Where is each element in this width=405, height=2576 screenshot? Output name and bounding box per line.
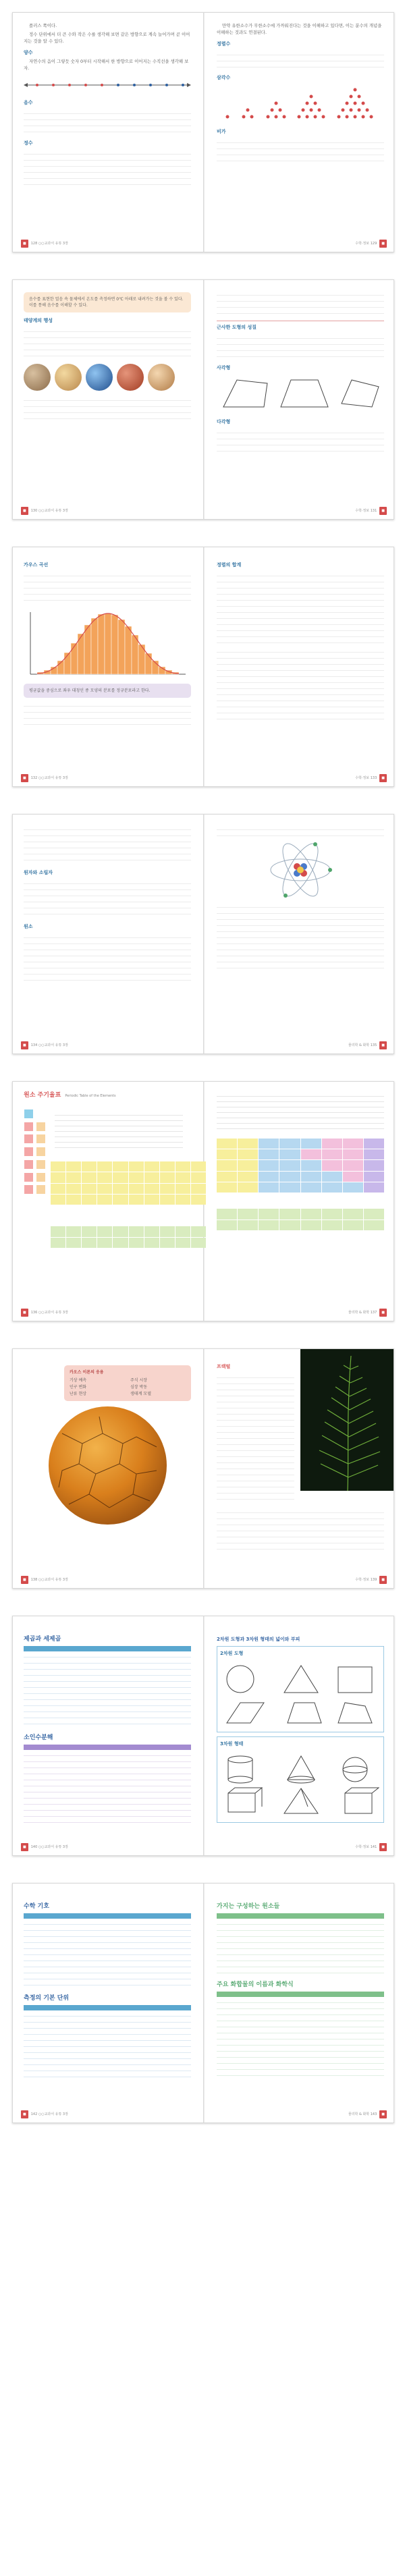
callout-box — [64, 1365, 191, 1401]
element-grid-right — [217, 1139, 384, 1193]
page-left — [13, 1349, 202, 1588]
spread-1 — [12, 12, 394, 252]
footer-text: 물리학 & 화학 143 — [348, 2112, 377, 2116]
legend-box — [55, 1110, 183, 1151]
paragraph — [217, 902, 384, 969]
footer-text: 140 ○○교과서 유튜 3장 — [30, 1845, 68, 1849]
gutter — [203, 1616, 205, 1855]
element-grid-left — [24, 1102, 191, 1284]
quadrilaterals-diagram — [217, 373, 384, 414]
cracked-sphere-image — [49, 1406, 167, 1525]
page-right — [206, 1616, 394, 1855]
page-left — [13, 815, 202, 1053]
page-number: ■ — [21, 774, 28, 782]
paragraph — [217, 137, 384, 164]
page-left — [13, 547, 202, 786]
paragraph — [217, 824, 384, 838]
page-footer — [355, 1843, 387, 1851]
paragraph — [217, 290, 384, 317]
compounds-table — [217, 1992, 384, 2079]
note-box: 평균값을 중심으로 좌우 대칭인 종 모양의 분포를 정규분포라고 한다. — [24, 684, 191, 698]
callout-title: 카오스 이론의 응용 — [70, 1370, 104, 1375]
paragraph — [24, 395, 191, 422]
page-number: ■ — [379, 1576, 387, 1584]
gutter — [203, 547, 205, 786]
section-heading: 정렬수 — [217, 41, 231, 47]
paragraph — [24, 570, 191, 604]
page-left — [13, 1616, 202, 1855]
spread-8 — [12, 1883, 394, 2123]
page-right — [206, 13, 394, 252]
page-number: ■ — [21, 1309, 28, 1317]
section-heading: 프랙털 — [217, 1364, 231, 1369]
page-footer — [21, 1309, 68, 1317]
triangle-numbers-diagram — [217, 83, 384, 124]
3d-shapes — [220, 1749, 379, 1817]
paragraph — [217, 49, 384, 70]
elements-table — [217, 1913, 384, 1974]
page-number: ■ — [379, 2110, 387, 2118]
paragraph — [24, 326, 191, 360]
section-heading: 태양계의 행성 — [24, 318, 53, 323]
page-footer — [21, 1576, 68, 1584]
page-right — [206, 1349, 394, 1588]
footer-text: 수학·정보 139 — [355, 1578, 377, 1582]
page-footer — [21, 1041, 68, 1049]
list-item: 주식 시장 — [130, 1378, 148, 1383]
page-right — [206, 815, 394, 1053]
paragraph — [217, 647, 384, 721]
page-title: 제곱과 세제곱 — [24, 1636, 61, 1643]
gutter — [203, 1884, 205, 2122]
planet-image — [55, 364, 82, 391]
page-footer — [348, 2110, 387, 2118]
3d-shapes-panel — [217, 1736, 384, 1823]
paragraph — [217, 427, 384, 454]
gutter — [203, 13, 205, 252]
gutter — [203, 1349, 205, 1588]
footer-text: 134 ○○교과서 유튜 3장 — [30, 1043, 68, 1047]
footer-text: 138 ○○교과서 유튜 3장 — [30, 1578, 68, 1582]
paragraph — [24, 701, 191, 728]
planet-image — [24, 364, 51, 391]
section-heading: 정렬의 합계 — [217, 562, 242, 568]
planet-image — [117, 364, 144, 391]
paragraph: 플러스 쪽이다. — [29, 23, 57, 28]
footer-text: 130 ○○교과서 유튜 3장 — [30, 509, 68, 513]
2d-shapes-panel — [217, 1646, 384, 1732]
paragraph — [24, 932, 191, 986]
section-heading: 삼각수 — [217, 75, 231, 80]
page-number: ■ — [379, 1041, 387, 1049]
actinides-block — [217, 1209, 384, 1230]
footer-text: 132 ○○교과서 유튜 3장 — [30, 776, 68, 780]
page-footer — [21, 240, 68, 248]
list-item: 심장 박동 — [130, 1385, 148, 1390]
page-number: ■ — [21, 1041, 28, 1049]
planets-row — [24, 364, 191, 391]
squares-table — [24, 1646, 191, 1727]
page-title: 가지는 구성하는 원소들 — [217, 1903, 280, 1910]
footer-text: 물리학 & 화학 137 — [348, 1311, 377, 1315]
footer-text: 수학·정보 133 — [355, 776, 377, 780]
page-number: ■ — [21, 1576, 28, 1584]
page-number: ■ — [21, 507, 28, 515]
page-left — [13, 1082, 202, 1321]
spread-4 — [12, 814, 394, 1054]
paragraph — [217, 333, 384, 360]
page-number: ■ — [379, 507, 387, 515]
section-heading: 가우스 곡선 — [24, 562, 49, 568]
paragraph — [217, 1507, 384, 1554]
lanthanides-block — [51, 1226, 206, 1248]
paragraph — [217, 1372, 294, 1500]
table-header — [24, 1091, 191, 1102]
section-heading: 다각형 — [217, 419, 231, 424]
page-left — [13, 1884, 202, 2122]
2d-shapes — [220, 1659, 379, 1726]
left-column-block — [24, 1109, 47, 1197]
page-title: 원소 주기율표 — [24, 1092, 61, 1099]
paragraph — [24, 148, 191, 189]
footer-text: 136 ○○교과서 유튜 3장 — [30, 1311, 68, 1315]
planet-image — [148, 364, 175, 391]
planet-image — [86, 364, 113, 391]
page-number: ■ — [21, 1843, 28, 1851]
callout-list — [70, 1377, 186, 1397]
spread-2 — [12, 279, 394, 520]
footer-text: 수학·정보 131 — [355, 509, 377, 513]
footer-text: 물리학 & 화학 135 — [348, 1043, 377, 1047]
section-heading: 양수 — [24, 50, 33, 55]
section-title: 주요 화합물의 이름과 화학식 — [217, 1981, 294, 1988]
page-number: ■ — [379, 240, 387, 248]
section-heading: 정수 — [24, 140, 33, 146]
page-left — [13, 280, 202, 519]
page-right — [206, 1082, 394, 1321]
paragraph — [217, 570, 384, 645]
number-line — [24, 74, 191, 94]
footer-text: 수학·정보 141 — [355, 1845, 377, 1849]
page-right — [206, 547, 394, 786]
factor-table — [24, 1745, 191, 1826]
footer-text: 128 ○○교과서 유튜 3장 — [30, 242, 68, 246]
spread-6 — [12, 1348, 394, 1589]
page-footer — [348, 1309, 387, 1317]
page-footer — [21, 1843, 68, 1851]
footer-text: 수학·정보 129 — [355, 242, 377, 246]
page-number: ■ — [21, 2110, 28, 2118]
spread-5-periodic-table — [12, 1081, 394, 1321]
page-footer — [21, 2110, 68, 2118]
page-right — [206, 280, 394, 519]
spread-7 — [12, 1616, 394, 1856]
page-number: ■ — [379, 1309, 387, 1317]
fern-leaf — [300, 1349, 394, 1491]
section-heading: 사각형 — [217, 365, 231, 371]
paragraph — [24, 878, 191, 919]
page-footer — [355, 1576, 387, 1584]
gutter — [203, 280, 205, 519]
page-footer — [355, 507, 387, 515]
spread-3 — [12, 547, 394, 787]
section-title: 측정의 기본 단위 — [24, 1995, 70, 2002]
section-heading: 원자와 소립자 — [24, 870, 53, 875]
crack-pattern — [49, 1406, 167, 1525]
page-subtitle: Periodic Table of the Elements — [65, 1094, 116, 1098]
symbols-table — [24, 1913, 191, 1988]
atom-diagram — [217, 840, 384, 900]
paragraph — [24, 108, 191, 135]
page-footer — [355, 240, 387, 248]
section-heading: 비가 — [217, 129, 226, 134]
note-box: 음수를 표현한 얼음 속 물체에서 온도를 측정하면 0℃ 아래로 내려가는 것을 볼 수 있다. 이를 통해 음수를 이해할 수 있다. — [24, 292, 191, 312]
section-heading: 음수 — [24, 100, 33, 105]
units-table — [24, 2005, 191, 2079]
panel-heading: 3차원 형태 — [220, 1741, 244, 1747]
page-right — [206, 1884, 394, 2122]
list-item: 생태계 모델 — [130, 1392, 151, 1396]
panel-heading: 2차원 도형 — [220, 1651, 244, 1656]
section-heading: 원소 — [24, 924, 33, 929]
page-left — [13, 13, 202, 252]
section-title: 소인수분해 — [24, 1734, 53, 1741]
page-number: ■ — [379, 774, 387, 782]
paragraph — [24, 824, 191, 865]
fern-image — [300, 1349, 394, 1491]
footer-text: 142 ○○교과서 유튜 3장 — [30, 2112, 68, 2116]
page-footer — [348, 1041, 387, 1049]
list-item: 기상 예측 — [70, 1378, 87, 1383]
legend-box — [217, 1091, 384, 1132]
transition-metals-block — [51, 1161, 206, 1205]
page-title: 2차원 도형과 3차원 형태의 넓이와 부피 — [217, 1637, 300, 1642]
section-heading: 근사한 도형의 성질 — [217, 321, 384, 331]
paragraph: 만약 유한소수가 무한소수에 가까워진다는 것을 이해하고 있다면, 이는 분수의 개념을 이해하는 것과도 연결된다. — [217, 23, 382, 35]
gutter — [203, 815, 205, 1053]
page-footer — [21, 774, 68, 782]
gaussian-histogram — [24, 607, 191, 681]
page-number: ■ — [379, 1843, 387, 1851]
list-item: 난류 현상 — [70, 1392, 87, 1396]
paragraph: 정수 단위에서 더 큰 수와 작은 수를 생각해 보면 같은 방향으로 계속 늘어가며 곧 이어지는 것을 알 수 있다. — [24, 32, 190, 44]
paragraph: 자연수의 음이 그렇듯 숫자 0부터 시작해서 한 방향으로 이어지는 수직선을 생각해 보자. — [24, 59, 189, 71]
page-number: ■ — [21, 240, 28, 248]
page-title: 수학 기호 — [24, 1903, 49, 1910]
page-footer — [21, 507, 68, 515]
page-footer — [355, 774, 387, 782]
list-item: 인구 변화 — [70, 1385, 87, 1390]
